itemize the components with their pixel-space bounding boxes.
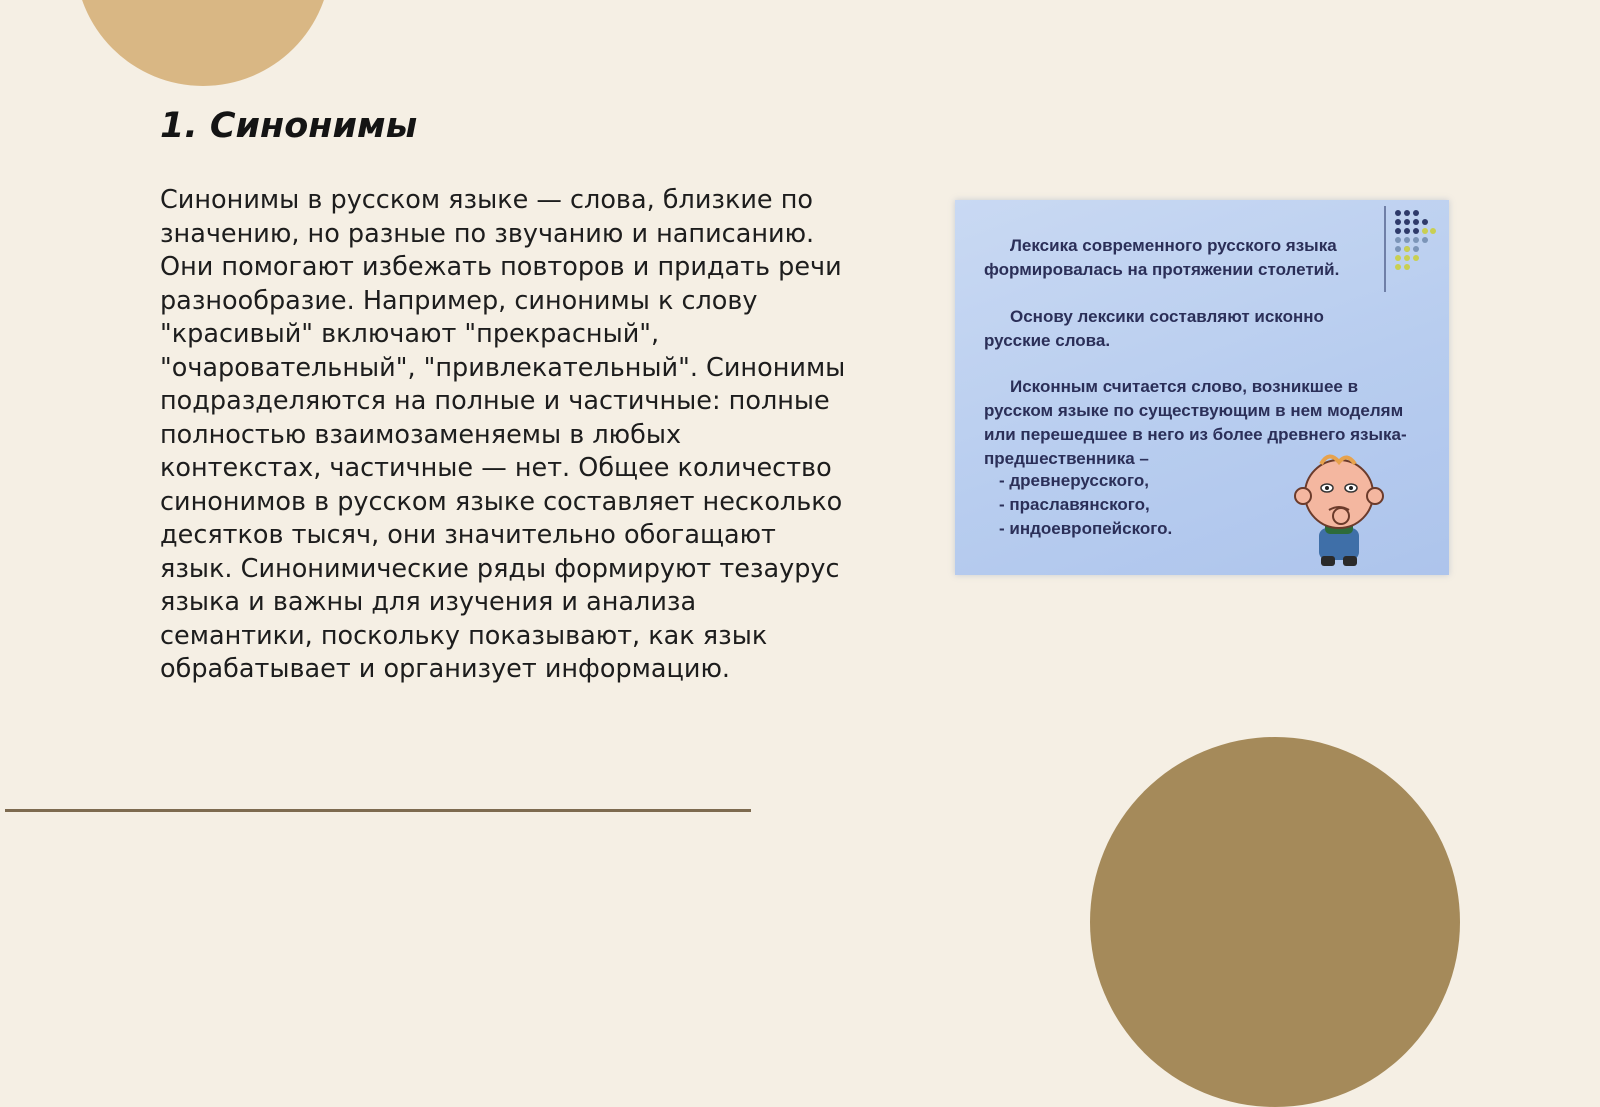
decorative-circle-bottom <box>1090 737 1460 1107</box>
slide-body-text: Синонимы в русском языке — слова, близкие по значению, но разные по звучанию и написанию. Они помогают избежать повторов и придать речи разнообразие. Например, синонимы к слову "красивый" включают "прекрасный", "очаровательный", "привлекательный". Синонимы подразделяются на полные и частичные: полные полностью взаимозаменяемы в любых контекстах, частичные — нет. Общее количество синонимов в русском языке составляет несколько десятков тысяч, они значительно обогащают язык. Синонимические ряды формируют тезаурус языка и важны для изучения и анализа семантики, поскольку показывают, как язык обрабатывает и организует информацию. <box>160 185 846 684</box>
picture-paragraph-2: Основу лексики составляют исконно русские слова. <box>984 307 1324 350</box>
list-item: - праславянского, <box>999 495 1150 514</box>
decorative-circle-top <box>75 0 331 86</box>
picture-list <box>999 469 1172 541</box>
picture-paragraph-1: Лексика современного русского языка формировалась на протяжении столетий. <box>984 236 1340 279</box>
list-item: - древнерусского, <box>999 471 1149 490</box>
list-item: - индоевропейского. <box>999 519 1173 538</box>
thinking-boy-icon <box>1285 450 1395 570</box>
decorative-divider-line <box>5 809 751 812</box>
picture-paragraph-3: Исконным считается слово, возникшее в русском языке по существующим в нем моделям или перешедшее в него из более древнего языка-предшественника – <box>984 377 1407 468</box>
illustration-image <box>955 200 1449 575</box>
picture-divider <box>1384 206 1386 292</box>
dot-grid-icon <box>1393 208 1437 276</box>
slide-title: 1. Синонимы <box>160 106 418 146</box>
